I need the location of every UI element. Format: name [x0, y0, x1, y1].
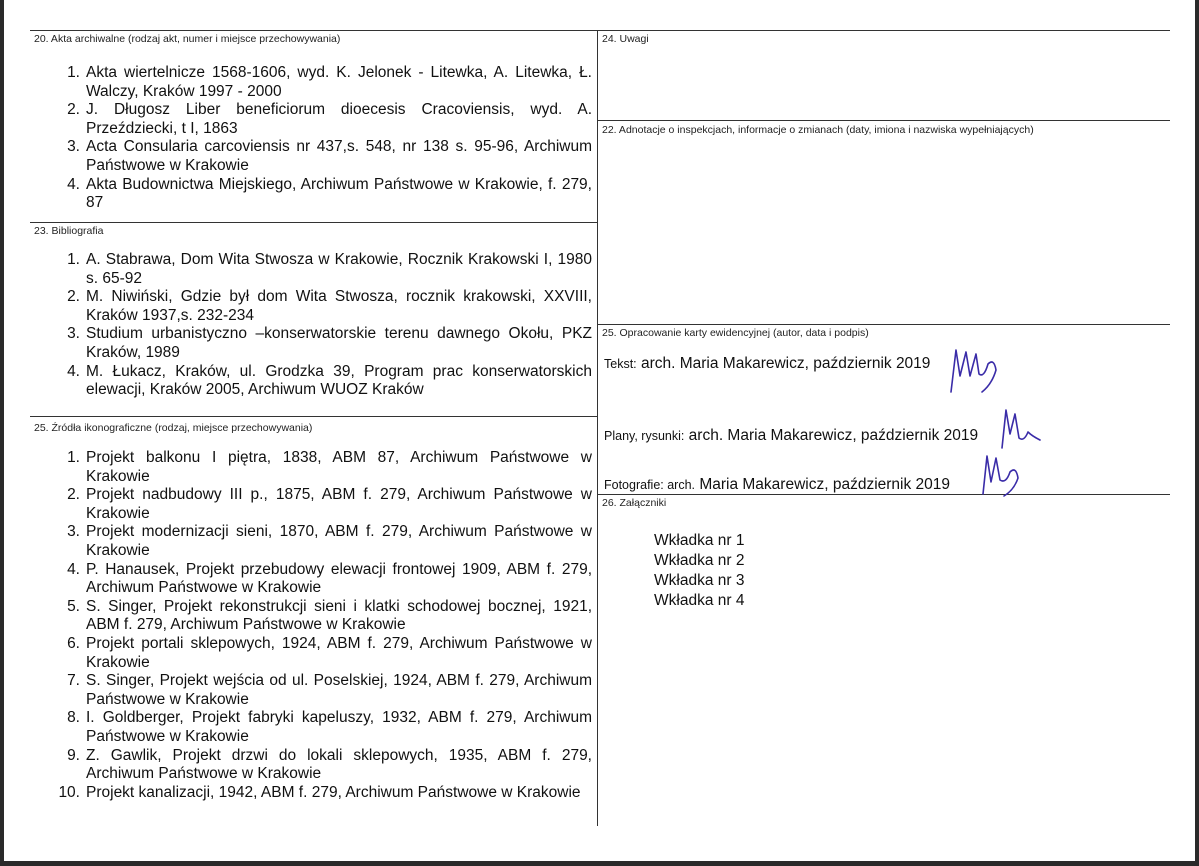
list-item-number: 10.	[58, 783, 80, 801]
list-item	[67, 560, 592, 598]
list-item-number: 4.	[67, 175, 80, 193]
attachment-3: Wkładka nr 3	[654, 572, 745, 589]
section-25-sources-list	[58, 449, 592, 802]
list-item	[67, 523, 592, 560]
list-item-text: J. Długosz Liber beneficiorum dioecesis Cracoviensis, wyd. A. Przeździecki, t I, 1863	[86, 101, 592, 137]
list-item-text: Projekt portali sklepowych, 1924, ABM f. 279, Archiwum Państwowe w Krakowie	[86, 634, 592, 671]
divider-23-25	[30, 416, 597, 417]
list-item-text: M. Niwiński, Gdzie był dom Wita Stwosza, rocznik krakowski, XXVIII, Kraków 1937,s. 232-234	[86, 288, 592, 324]
signature-tekst	[948, 340, 1004, 398]
list-item-number: 4.	[67, 560, 80, 578]
plany-value: arch. Maria Makarewicz, październik 2019	[688, 427, 979, 444]
divider-25-26	[597, 494, 1170, 495]
section-20-list	[67, 64, 592, 213]
list-item-number: 2.	[67, 486, 80, 504]
list-item-number: 1.	[67, 64, 80, 81]
list-item-number: 9.	[67, 746, 80, 764]
list-item	[67, 251, 592, 288]
list-item	[67, 175, 592, 213]
list-item-text: Z. Gawlik, Projekt drzwi do lokali sklepowych, 1935, ABM f. 279, Archiwum Państwowe w Krakowie	[86, 746, 592, 783]
list-item-number: 6.	[67, 634, 80, 652]
list-item-number: 3.	[67, 325, 80, 343]
signature-foto	[980, 448, 1028, 498]
foto-line	[604, 476, 950, 494]
list-item-text: A. Stabrawa, Dom Wita Stwosza w Krakowie, Rocznik Krakowski I, 1980 s. 65-92	[86, 251, 592, 287]
list-item-text: P. Hanausek, Projekt przebudowy elewacji frontowej 1909, ABM f. 279, Archiwum Państwowe w Krakowie	[86, 560, 592, 597]
attachment-4: Wkładka nr 4	[654, 592, 745, 609]
list-item-text: Projekt balkonu I piętra, 1838, ABM 87, Archiwum Państwowe w Krakowie	[86, 449, 592, 485]
section-23-list	[67, 251, 592, 400]
list-item	[67, 449, 592, 486]
section-24-label: 24. Uwagi	[602, 33, 649, 45]
list-item-number: 5.	[67, 597, 80, 615]
scan-edge-right	[1195, 0, 1199, 866]
divider-24-22	[597, 120, 1170, 121]
list-item	[58, 783, 592, 803]
plany-line	[604, 427, 978, 445]
list-item	[67, 709, 592, 746]
list-item-number: 3.	[67, 138, 80, 156]
tekst-line	[604, 355, 930, 373]
list-item	[67, 672, 592, 709]
section-22-label: 22. Adnotacje o inspekcjach, informacje o zmianach (daty, imiona i nazwiska wypełniających)	[602, 124, 1034, 136]
list-item-number: 3.	[67, 523, 80, 541]
list-item-number: 4.	[67, 362, 80, 380]
section-20-label: 20. Akta archiwalne (rodzaj akt, numer i miejsce przechowywania)	[34, 33, 341, 45]
tekst-value: arch. Maria Makarewicz, październik 2019	[640, 355, 931, 372]
list-item	[67, 64, 592, 101]
list-item-number: 2.	[67, 288, 80, 306]
list-item-text: Projekt nadbudowy III p., 1875, ABM f. 279, Archiwum Państwowe w Krakowie	[86, 486, 592, 522]
list-item-number: 1.	[67, 251, 80, 268]
list-item-text: Akta Budownictwa Miejskiego, Archiwum Państwowe w Krakowie, f. 279, 87	[86, 175, 592, 212]
attachment-2: Wkładka nr 2	[654, 552, 745, 569]
divider-22-25	[597, 324, 1170, 325]
top-border	[30, 30, 1170, 31]
list-item-text: S. Singer, Projekt rekonstrukcji sieni i klatki schodowej bocznej, 1921, ABM f. 279, Archiwum Państwowe w Krakowie	[86, 597, 592, 634]
attachment-1: Wkładka nr 1	[654, 532, 745, 549]
scan-edge-bottom	[0, 861, 1199, 866]
section-26-label: 26. Załączniki	[602, 497, 667, 509]
list-item	[67, 138, 592, 175]
list-item	[67, 288, 592, 325]
tekst-prefix: Tekst:	[604, 357, 637, 371]
list-item-number: 7.	[67, 672, 80, 690]
list-item	[67, 101, 592, 138]
list-item-text: S. Singer, Projekt wejścia od ul. Poselskiej, 1924, ABM f. 279, Archiwum Państwowe w Krakowie	[86, 672, 592, 708]
list-item-number: 1.	[67, 449, 80, 466]
list-item-number: 8.	[67, 709, 80, 727]
list-item-text: Projekt modernizacji sieni, 1870, ABM f. 279, Archiwum Państwowe w Krakowie	[86, 523, 592, 559]
section-25-sources-label: 25. Źródła ikonograficzne (rodzaj, miejsce przechowywania)	[34, 422, 313, 434]
foto-prefix: Fotografie: arch.	[604, 478, 696, 492]
column-divider	[597, 30, 598, 826]
list-item-text: I. Goldberger, Projekt fabryki kapeluszy, 1932, ABM f. 279, Archiwum Państwowe w Krakowie	[86, 709, 592, 745]
list-item-text: Akta wiertelnicze 1568-1606, wyd. K. Jelonek - Litewka, A. Litewka, Ł. Walczy, Kraków 1997 - 2000	[86, 64, 592, 100]
plany-prefix: Plany, rysunki:	[604, 429, 685, 443]
attachments-list	[654, 531, 744, 611]
list-item-number: 2.	[67, 101, 80, 119]
list-item-text: Studium urbanistyczno –konserwatorskie terenu dawnego Okołu, PKZ Kraków, 1989	[86, 325, 592, 361]
list-item-text: Acta Consularia carcoviensis nr 437,s. 548, nr 138 s. 95-96, Archiwum Państwowe w Krakowie	[86, 138, 592, 174]
list-item-text: M. Łukacz, Kraków, ul. Grodzka 39, Program prac konserwatorskich elewacji, Kraków 2005, Archiwum WUOZ Kraków	[86, 362, 592, 399]
list-item	[67, 746, 592, 784]
list-item	[67, 634, 592, 672]
list-item	[67, 597, 592, 635]
section-23-label: 23. Bibliografia	[34, 225, 104, 237]
list-item	[67, 325, 592, 362]
scan-edge-left	[0, 0, 4, 866]
signature-plany	[998, 404, 1048, 452]
list-item	[67, 486, 592, 523]
list-item-text: Projekt kanalizacji, 1942, ABM f. 279, Archiwum Państwowe w Krakowie	[86, 783, 581, 801]
divider-20-23	[30, 222, 597, 223]
foto-value: Maria Makarewicz, październik 2019	[699, 476, 951, 493]
section-25-author-label: 25. Opracowanie karty ewidencyjnej (autor, data i podpis)	[602, 327, 869, 339]
list-item	[67, 362, 592, 400]
